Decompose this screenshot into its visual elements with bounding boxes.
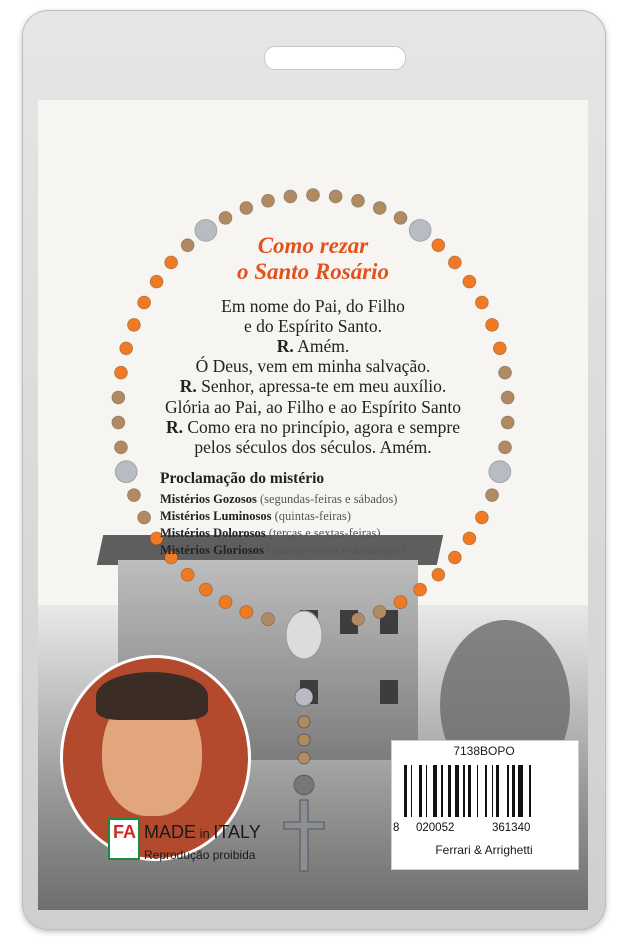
barcode-bar: [518, 765, 522, 817]
rosary-bead: [307, 189, 320, 202]
barcode-bar: [492, 765, 493, 817]
mystery-item: [160, 492, 397, 507]
barcode-right-digits: 361340: [492, 822, 531, 834]
rosary-bead: [262, 613, 275, 626]
barcode-digit: 8: [393, 822, 400, 834]
rosary-centerpiece: [286, 611, 322, 659]
barcode-bar: [404, 765, 407, 817]
crucifix: [284, 800, 324, 871]
barcode-bar: [477, 765, 478, 817]
rosary-bead: [219, 596, 232, 609]
rosary-bead: [432, 568, 445, 581]
rosary-bead: [219, 211, 232, 224]
prayer-line: Em nome do Pai, do Filho: [221, 296, 405, 316]
prayer-text: Senhor, apressa-te em meu auxílio.: [196, 376, 447, 396]
barcode-bar: [419, 765, 422, 817]
prayer-line: e do Espírito Santo.: [243, 316, 383, 336]
barcode-bar: [455, 765, 459, 817]
barcode-left-digits: 020052: [416, 822, 455, 834]
mystery-days: (quintas-feiras): [271, 509, 351, 523]
rosary-bead: [414, 583, 427, 596]
barcode-bar: [468, 765, 471, 817]
barcode-bar: [512, 765, 515, 817]
card-title-line1: Como rezar: [257, 233, 369, 258]
rosary-bead: [298, 752, 310, 764]
mystery-item: [160, 543, 404, 558]
rosary-bead: [181, 568, 194, 581]
rosary-bead: [463, 532, 476, 545]
prayer-text: Amém.: [293, 336, 350, 356]
rosary-bead: [489, 461, 511, 483]
prayer-text: Como era no princípio, agora e sempre: [183, 417, 460, 437]
rosary-bead: [351, 194, 364, 207]
made-in-italy: [144, 822, 261, 843]
rosary-bead: [199, 583, 212, 596]
barcode-bar: [433, 765, 437, 817]
response-marker: R.: [276, 336, 294, 356]
rosary-bead: [329, 190, 342, 203]
reproduction-notice: Reprodução proibida: [144, 848, 256, 862]
mystery-name: Mistérios Gloriosos: [160, 543, 264, 557]
mystery-item: [160, 509, 351, 524]
made-in-word: in: [196, 826, 214, 841]
rosary-bead: [127, 489, 140, 502]
rosary-bead: [394, 596, 407, 609]
mystery-name: Mistérios Gozosos: [160, 492, 257, 506]
prayer-line: [110, 376, 516, 397]
rosary-bead: [373, 201, 386, 214]
prayer-line: Glória ao Pai, ao Filho e ao Espírito Santo: [165, 397, 461, 417]
rosary-bead: [298, 734, 310, 746]
rosary-bead: [284, 190, 297, 203]
prayer-line: [110, 336, 516, 357]
barcode-bar: [441, 765, 442, 817]
rosary-bead: [351, 613, 364, 626]
barcode-bar: [426, 765, 427, 817]
rosary-bead: [373, 606, 386, 619]
made-word: MADE: [144, 822, 197, 842]
barcode-bar: [411, 765, 412, 817]
rosary-bead: [448, 551, 461, 564]
manufacturer: Ferrari & Arrighetti: [435, 843, 533, 857]
prayer-line: pelos séculos dos séculos. Amém.: [194, 437, 432, 457]
mystery-item: [160, 526, 381, 541]
brand-logo-text: FA: [113, 822, 137, 842]
rosary-bead: [298, 716, 310, 728]
prayer-line: [110, 417, 516, 438]
rosary-bead: [295, 688, 313, 706]
barcode: [404, 765, 564, 817]
italy-word: ITALY: [213, 822, 261, 842]
barcode-bar: [463, 765, 464, 817]
barcode-bar: [507, 765, 508, 817]
rosary-bead: [240, 606, 253, 619]
rosary-bead: [240, 201, 253, 214]
product-code: 7138BOPO: [453, 744, 515, 758]
prayer-line: Ó Deus, vem em minha salvação.: [195, 356, 431, 376]
response-marker: R.: [179, 376, 197, 396]
proclamation-title: Proclamação do mistério: [160, 470, 325, 487]
rosary-bead: [115, 461, 137, 483]
rosary-bead: [294, 775, 314, 795]
barcode-bar: [496, 765, 499, 817]
barcode-bar: [448, 765, 451, 817]
rosary-bead: [486, 489, 499, 502]
mystery-name: Mistérios Luminosos: [160, 509, 272, 523]
rosary-bead: [475, 511, 488, 524]
mystery-days: (quartas-feiras e domingos): [263, 543, 405, 557]
rosary-bead: [138, 511, 151, 524]
mystery-days: (terças e sextas-feiras): [265, 526, 381, 540]
rosary-bead: [262, 194, 275, 207]
card-title-line2: o Santo Rosário: [236, 259, 390, 284]
response-marker: R.: [165, 417, 183, 437]
mystery-days: (segundas-feiras e sábados): [256, 492, 398, 506]
mystery-name: Mistérios Dolorosos: [160, 526, 266, 540]
rosary-bead: [394, 211, 407, 224]
barcode-bar: [529, 765, 530, 817]
barcode-bar: [485, 765, 486, 817]
